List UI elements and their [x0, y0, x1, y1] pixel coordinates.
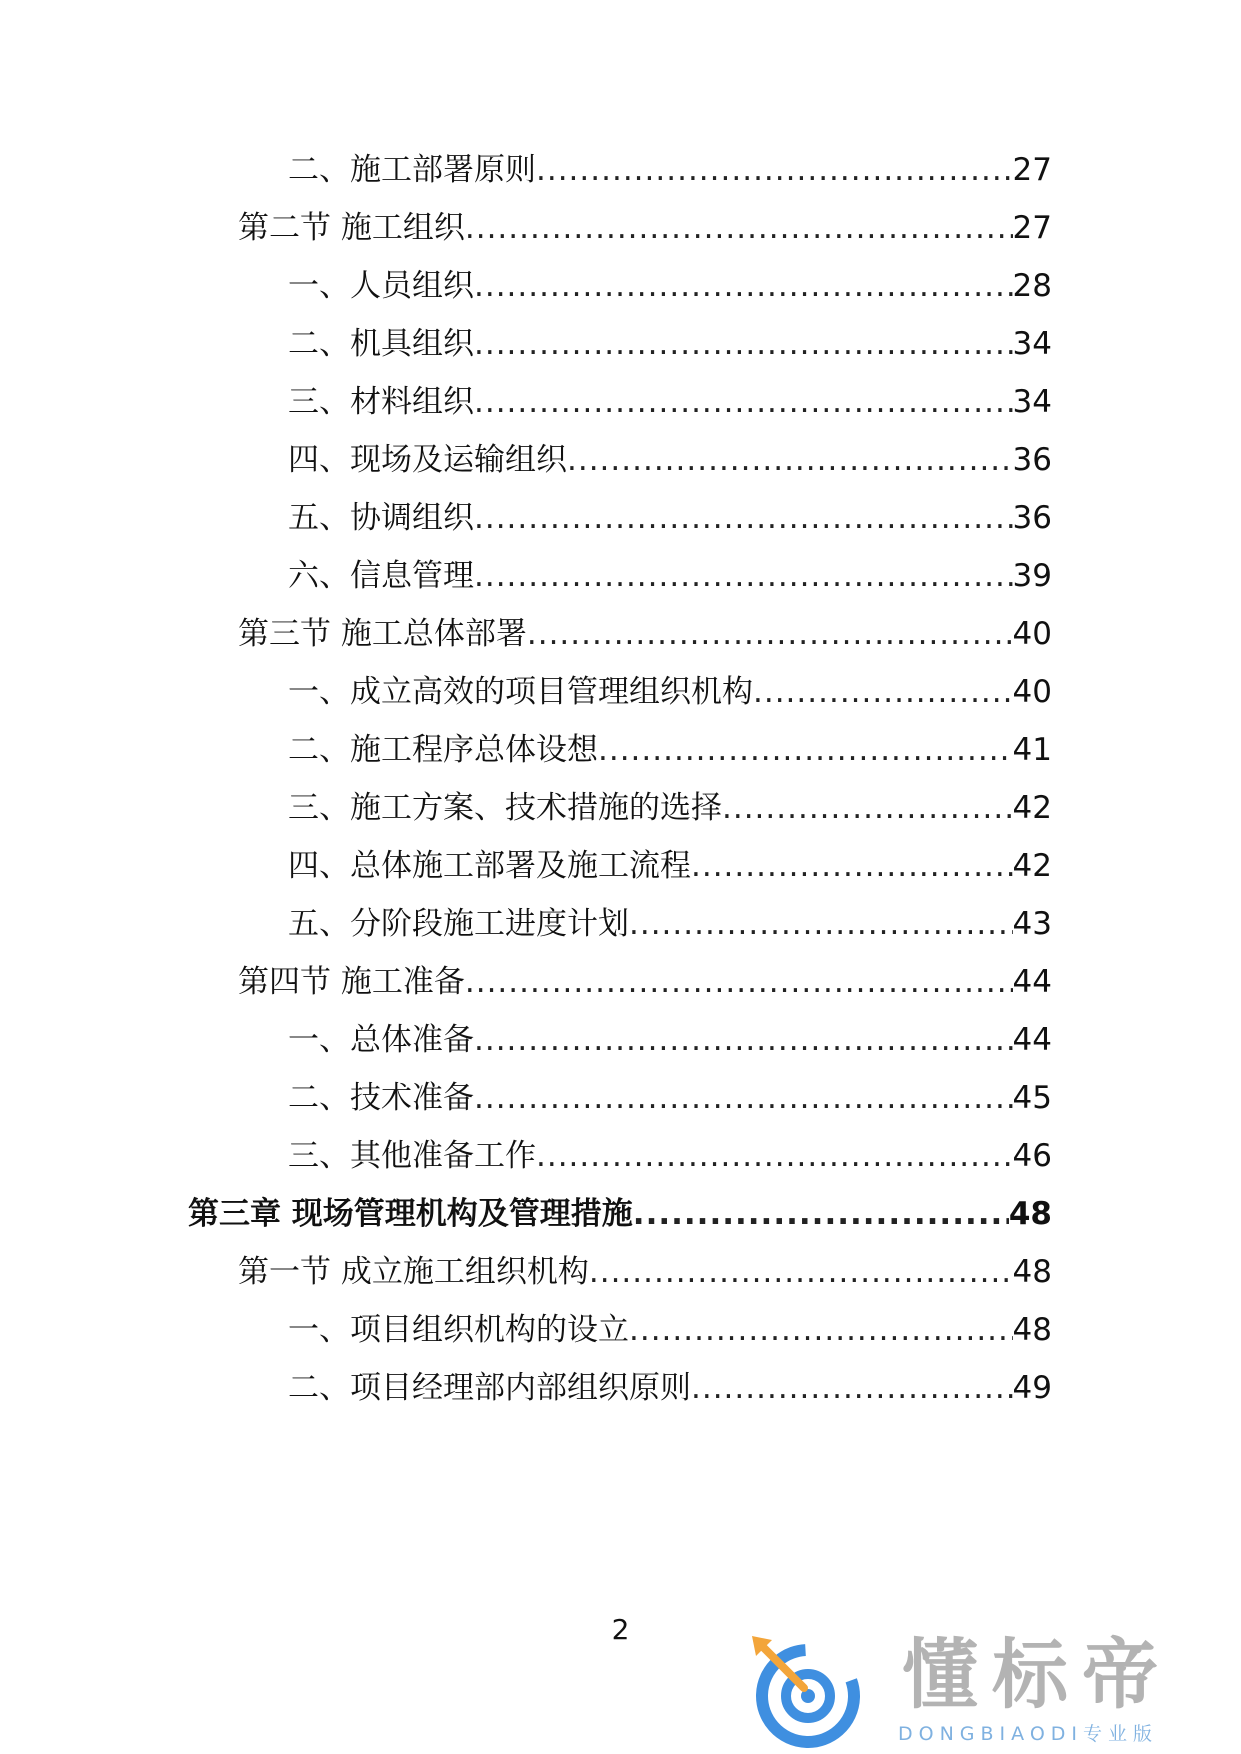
dot-leader — [474, 496, 1013, 540]
toc-entry[interactable] — [288, 1308, 1052, 1352]
toc-chapter-entry[interactable] — [188, 1192, 1052, 1236]
toc-entry[interactable] — [288, 902, 1052, 946]
toc-entry[interactable] — [288, 728, 1052, 772]
toc-entry[interactable] — [238, 1250, 1052, 1294]
toc-entry-page: 28 — [1012, 268, 1052, 304]
toc-entry[interactable] — [288, 148, 1052, 192]
toc-entry-page: 43 — [1012, 906, 1052, 942]
target-arrow-icon — [742, 1630, 874, 1748]
toc-entry-page: 48 — [1008, 1196, 1052, 1232]
toc-entry[interactable] — [288, 496, 1052, 540]
toc-entry-label: 二、施工部署原则 — [288, 152, 536, 188]
toc-entry-label: 三、材料组织 — [288, 384, 474, 420]
toc-entry-label: 第四节 施工准备 — [238, 964, 465, 1000]
dot-leader — [753, 670, 1013, 714]
dot-leader — [633, 1192, 1009, 1236]
dot-leader — [598, 728, 1013, 772]
toc-entry-label: 二、技术准备 — [288, 1080, 474, 1116]
toc-entry-page: 42 — [1012, 790, 1052, 826]
toc-entry-page: 40 — [1012, 674, 1052, 710]
toc-entry-label: 六、信息管理 — [288, 558, 474, 594]
toc-entry-label: 二、机具组织 — [288, 326, 474, 362]
toc-entry-page: 49 — [1012, 1370, 1052, 1406]
toc-entry-label: 三、施工方案、技术措施的选择 — [288, 790, 722, 826]
toc-entry[interactable] — [288, 670, 1052, 714]
toc-entry-label: 二、项目经理部内部组织原则 — [288, 1370, 691, 1406]
toc-entry-page: 48 — [1012, 1254, 1052, 1290]
toc-entry-label: 二、施工程序总体设想 — [288, 732, 598, 768]
toc-entry-label: 第三节 施工总体部署 — [238, 616, 527, 652]
dot-leader — [589, 1250, 1013, 1294]
toc-entry-page: 36 — [1012, 442, 1052, 478]
toc-entry[interactable] — [288, 1366, 1052, 1410]
toc-entry-page: 39 — [1012, 558, 1052, 594]
toc-entry-page: 27 — [1012, 152, 1052, 188]
dot-leader — [629, 902, 1013, 946]
toc-entry-label: 三、其他准备工作 — [288, 1138, 536, 1174]
dot-leader — [691, 844, 1013, 888]
dot-leader — [474, 1076, 1013, 1120]
dot-leader — [722, 786, 1013, 830]
dot-leader — [474, 322, 1013, 366]
toc-entry-label: 四、现场及运输组织 — [288, 442, 567, 478]
toc-entry[interactable] — [288, 1134, 1052, 1178]
dot-leader — [465, 206, 1013, 250]
dot-leader — [474, 554, 1013, 598]
toc-entry-page: 46 — [1012, 1138, 1052, 1174]
toc-entry-page: 27 — [1012, 210, 1052, 246]
toc-entry-label: 四、总体施工部署及施工流程 — [288, 848, 691, 884]
toc-entry-page: 34 — [1012, 384, 1052, 420]
toc-entry-page: 44 — [1012, 1022, 1052, 1058]
page-number: 2 — [611, 1613, 630, 1646]
toc-entry[interactable] — [288, 554, 1052, 598]
dot-leader — [474, 264, 1013, 308]
toc-entry-label: 一、总体准备 — [288, 1022, 474, 1058]
toc-entry-page: 36 — [1012, 500, 1052, 536]
toc-entry-page: 45 — [1012, 1080, 1052, 1116]
toc-entry-page: 44 — [1012, 964, 1052, 1000]
toc-entry[interactable] — [238, 206, 1052, 250]
watermark-title: 懂标帝 — [902, 1630, 1172, 1719]
dot-leader — [691, 1366, 1013, 1410]
dot-leader — [474, 380, 1013, 424]
toc-entry-label: 第二节 施工组织 — [238, 210, 465, 246]
dot-leader — [527, 612, 1013, 656]
watermark — [742, 1630, 1222, 1748]
toc-entry[interactable] — [288, 380, 1052, 424]
toc-entry[interactable] — [288, 844, 1052, 888]
toc-entry-page: 41 — [1012, 732, 1052, 768]
toc-entry-page: 34 — [1012, 326, 1052, 362]
toc-entry-label: 一、成立高效的项目管理组织机构 — [288, 674, 753, 710]
dot-leader — [465, 960, 1013, 1004]
dot-leader — [536, 148, 1013, 192]
toc-entry-label: 五、协调组织 — [288, 500, 474, 536]
dot-leader — [567, 438, 1013, 482]
dot-leader — [536, 1134, 1013, 1178]
toc-entry[interactable] — [288, 1076, 1052, 1120]
toc-entry[interactable] — [238, 612, 1052, 656]
dot-leader — [629, 1308, 1013, 1352]
toc-entry-label: 第一节 成立施工组织机构 — [238, 1254, 589, 1290]
toc-entry-label: 第三章 现场管理机构及管理措施 — [188, 1196, 633, 1232]
toc-entry[interactable] — [288, 438, 1052, 482]
toc-entry-page: 48 — [1012, 1312, 1052, 1348]
toc-entry-page: 40 — [1012, 616, 1052, 652]
dot-leader — [474, 1018, 1013, 1062]
toc-entry-label: 五、分阶段施工进度计划 — [288, 906, 629, 942]
toc-entry[interactable] — [288, 1018, 1052, 1062]
toc-entry-page: 42 — [1012, 848, 1052, 884]
toc-entry-label: 一、人员组织 — [288, 268, 474, 304]
watermark-subtitle: DONGBIAODI专业版 — [898, 1723, 1159, 1745]
toc-entry[interactable] — [288, 264, 1052, 308]
toc-entry-label: 一、项目组织机构的设立 — [288, 1312, 629, 1348]
toc-entry[interactable] — [288, 786, 1052, 830]
toc-entry[interactable] — [238, 960, 1052, 1004]
toc-entry[interactable] — [288, 322, 1052, 366]
